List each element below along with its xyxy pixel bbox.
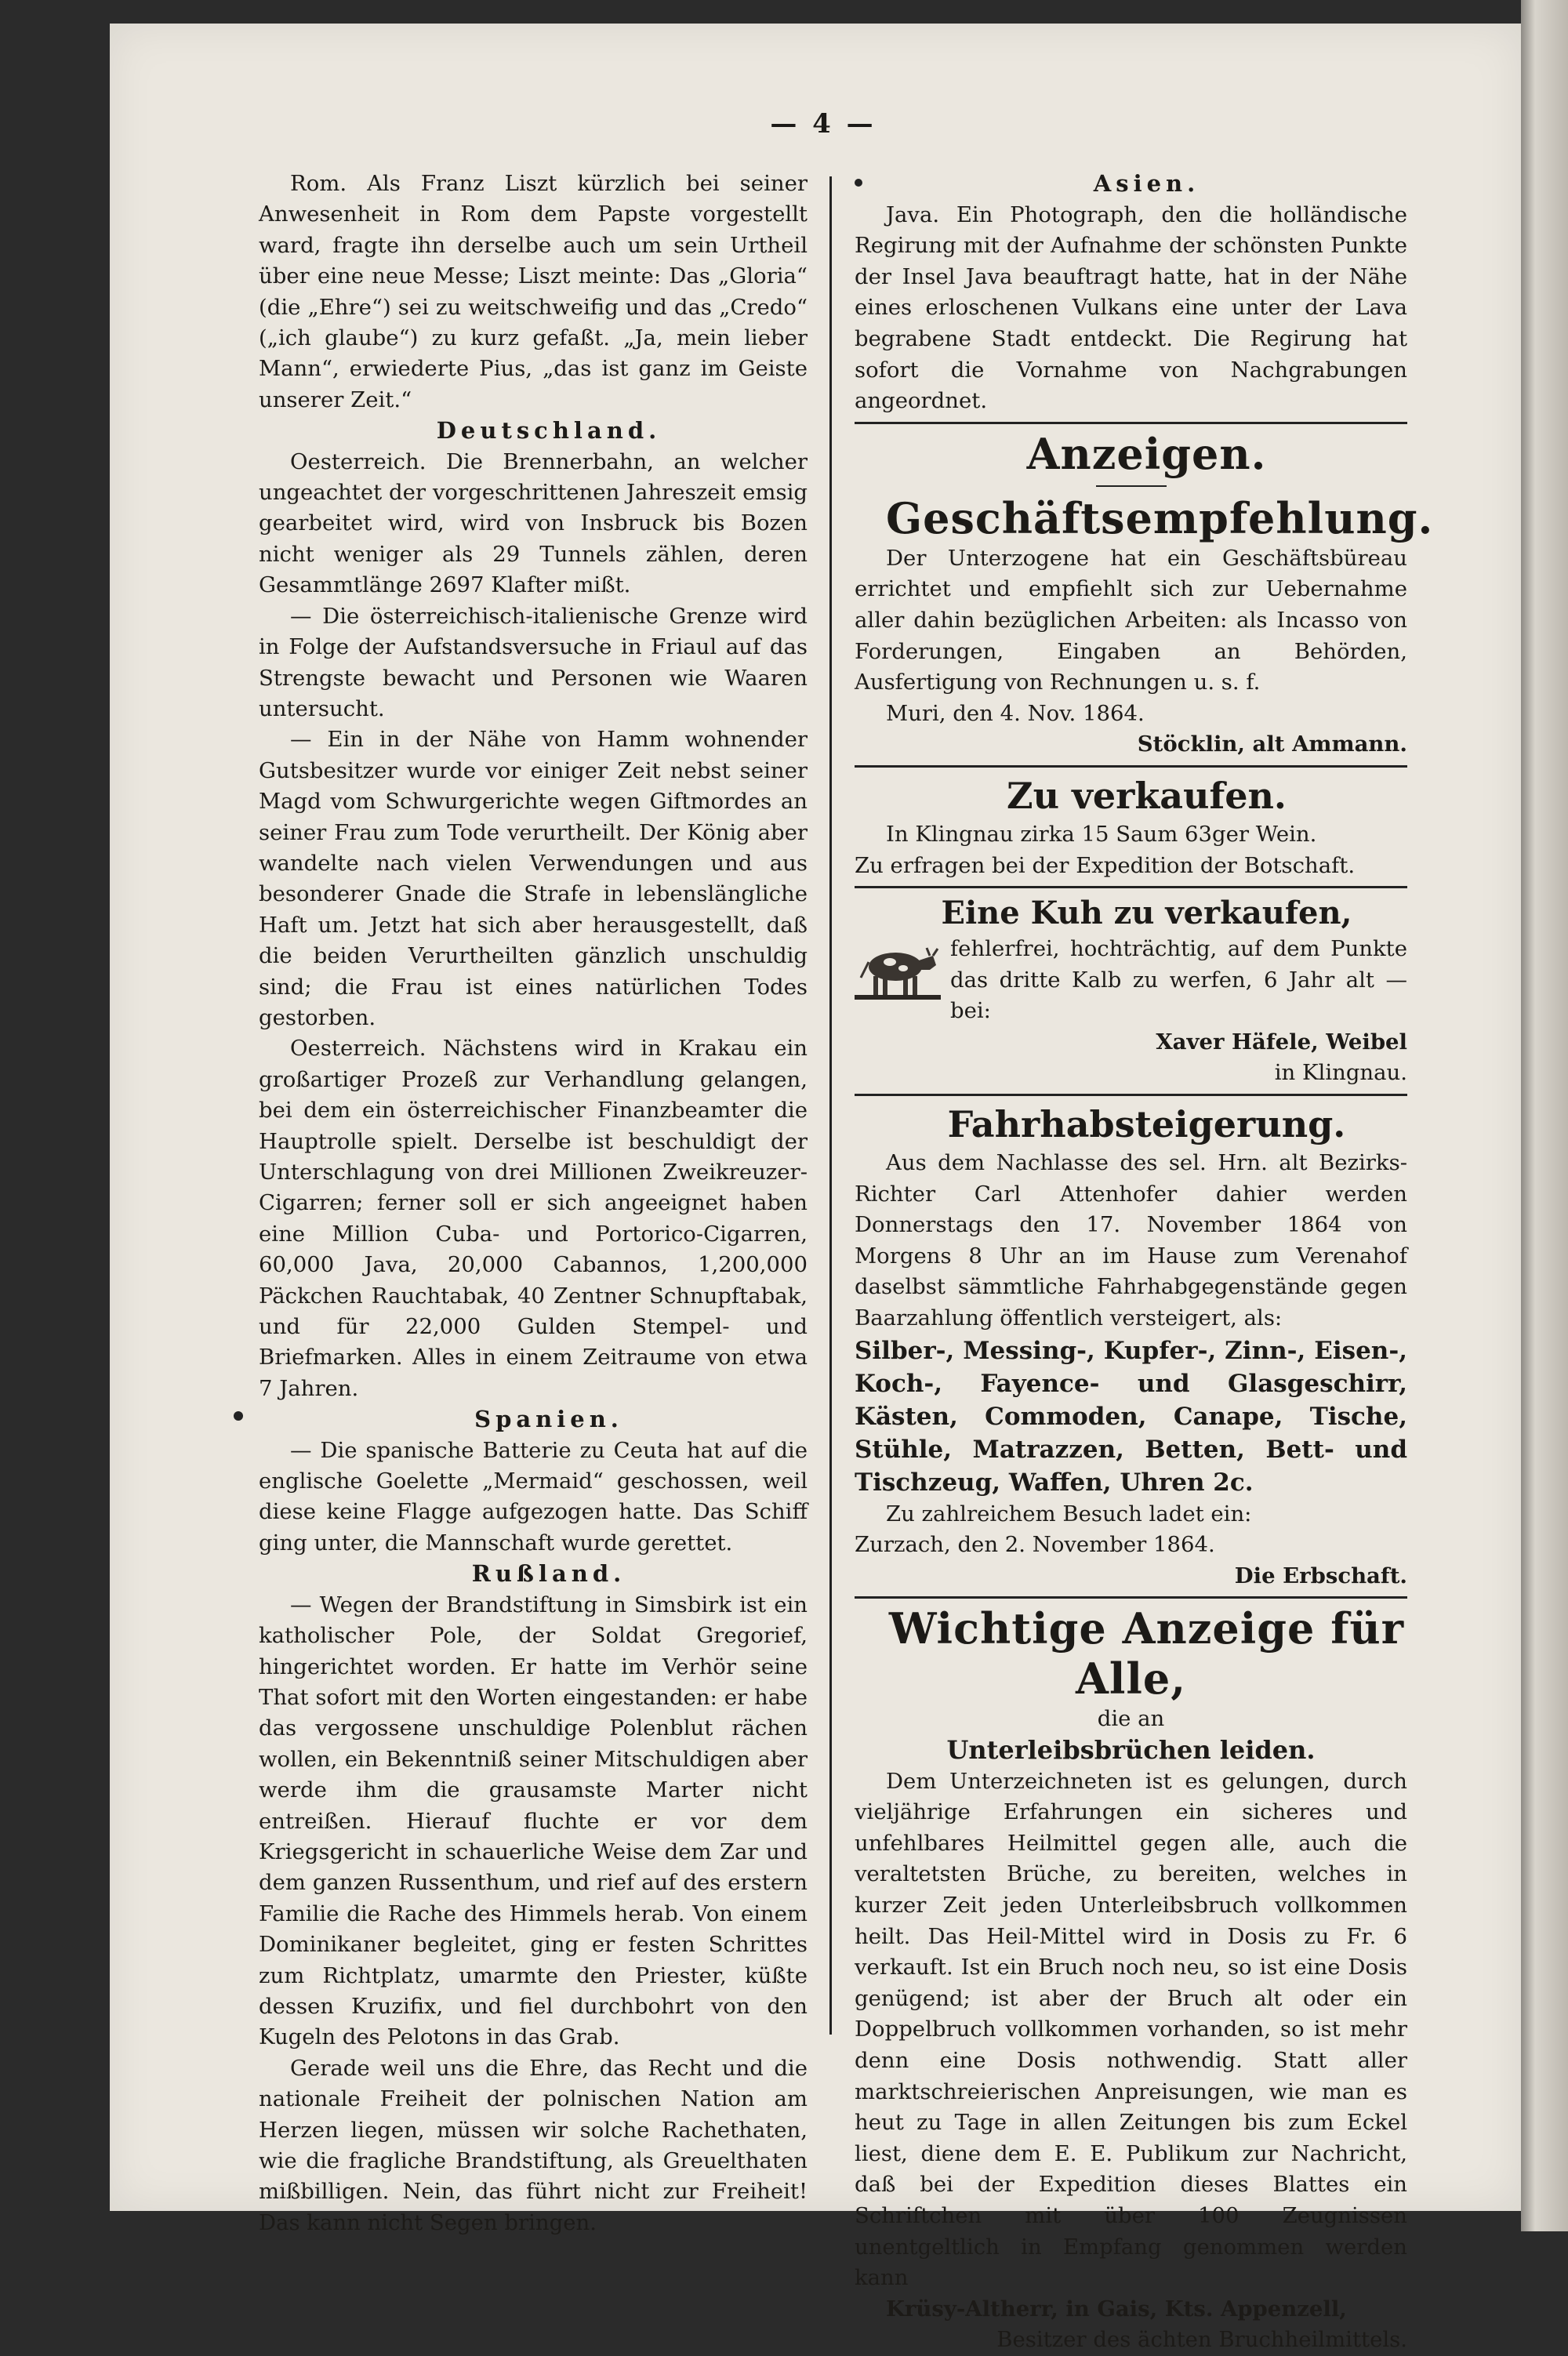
hamm-paragraph: — Ein in der Nähe von Hamm wohnender Gutsbesitzer wurde vor einiger Zeit nebst seiner Magd vom Schwurgerichte wegen Giftmordes an seiner Frau zum Tode verurtheilt. Der König aber wandelte nach vielen Verwendungen und aus besonderer Gnade die Strafe in lebenslängliche Haft um. Jetzt hat sich aber herausgestellt, daß die beiden Verurtheilten gänzlich unschuldig sind; die Frau ist eines natürlichen Todes gestorben. [259,727,808,1030]
page-edge-shadow [1521,0,1568,2231]
ad-fahrhabsteigerung-invite: Zu zahlreichem Besuch ladet ein: [886,1501,1252,1526]
ad-fahrhabsteigerung-date: Zurzach, den 2. November 1864. [855,1532,1215,1558]
page-number: — 4 — [770,108,877,140]
ad-fahrhabsteigerung-goods: Silber-, Messing-, Kupfer-, Zinn-, Eisen-, Koch-, Fayence- und Glasgeschirr, Kästen, Commoden, Canape, Tische, Stühle, Matrazzen, Betten, Bett- und Tischzeug, Waffen, Uhren 2c. [855,1336,1407,1497]
column-divider [829,176,832,2035]
ad-verkaufen-heading: Zu verkaufen. [1007,774,1287,817]
russland-paragraph-2: Gerade weil uns die Ehre, das Recht und die nationale Freiheit der polnischen Nation am Herzen liegen, müssen wir solche Rachethaten, wie die fragliche Brandstiftung, als Greuelthaten mißbilligen. Nein, das führt nicht zur Freiheit! Das kann nicht Segen bringen. [259,2055,808,2235]
ad-kuh-heading: Eine Kuh zu verkaufen, [941,895,1352,932]
right-column [855,169,1434,2356]
oesterreich-paragraph-1: Oesterreich. Die Brennerbahn, an welcher ungeachtet der vorgeschrittenen Jahreszeit emsig gearbeitet wird, wird von Insbruck bis Bozen nicht weniger als 29 Tunnels zählen, deren Gesammtlänge 2697 Klafter mißt. [259,448,808,598]
heading-russland: Rußland. [471,1560,626,1588]
ad-geschaeftsempfehlung-signature: Stöcklin, alt Ammann. [1137,731,1407,757]
grenze-paragraph: — Die österreichisch-italienische Grenze wird in Folge der Aufstandsversuche in Friaul auf das Strengste bewacht und Personen wie Waaren untersucht. [259,603,808,721]
spanien-paragraph: — Die spanische Batterie zu Ceuta hat auf die englische Goelette „Mermaid“ geschossen, weil diese keine Flagge aufgezogen hatte. Das Schiff ging unter, die Mannschaft wurde gerettet. [259,1437,808,1556]
ad-kuh-row [855,934,1407,1027]
heading-asien: Asien. [1093,170,1200,197]
ad-verkaufen-line2: Zu erfragen bei der Expedition der Botschaft. [855,852,1356,878]
ad-wichtig-body: Dem Unterzeichneten ist es gelungen, durch vieljährige Erfahrungen ein sicheres und unfehlbares Heilmittel gegen alle, auch die veraltetsten Brüche, zu bereiten, welches in kurzer Zeit jeden Unterleibsbruch vollkommen heilt. Das Heil-Mittel wird in Dosis zu Fr. 6 verkauft. Ist ein Bruch noch neu, so ist eine Dosis genügend; ist aber der Bruch alt oder ein Doppelbruch vollkommen vorhanden, so ist mehr denn eine Dosis nothwendig. Statt aller marktschreierischen Anpreisungen, wie man es heut zu Tage in allen Zeitungen bis zum Eckel liest, diene dem E. E. Publikum zur Nachricht, daß bei der Expedition dieses Blattes ein Schriftchen mit über 100 Zeugnissen unentgeltlich in Empfang genommen werden kann [855,1768,1407,2291]
oesterreich-paragraph-2: Oesterreich. Nächstens wird in Krakau ein großartiger Prozeß zur Verhandlung gelangen, bei dem ein österreichischer Finanzbeamter die Hauptrolle spielt. Derselbe ist beschuldigt der Unterschlagung von drei Millionen Zweikreuzer-Cigarren; ferner soll er sich angeeignet haben eine Million Cuba- und Portorico-Cigarren, 60,000 Java, 20,000 Cabannos, 1,200,000 Päckchen Rauchtabak, 40 Zentner Schnupftabak, und für 22,000 Gulden Stempel- und Briefmarken. Alles in einem Zeitraume von etwa 7 Jahren. [259,1036,808,1401]
ad-wichtig-sub1: die an [1097,1706,1165,1732]
ad-fahrhabsteigerung-body: Aus dem Nachlasse des sel. Hrn. alt Bezirks-Richter Carl Attenhofer dahier werden Donnerstags den 17. November 1864 von Morgens 8 Uhr an im Hause zum Verenahof daselbst sämmtliche Fahrhabgegenstände gegen Baarzahlung öffentlich versteigert, als: [855,1150,1407,1331]
ad-wichtig-signature-1: Krüsy-Altherr, in Gais, Kts. Appenzell, [886,2296,1347,2322]
ad-wichtig-signature-2: Besitzer des ächten Bruchheilmittels. [996,2327,1407,2353]
separator [855,422,1407,424]
ad-kuh-body: fehlerfrei, hochträchtig, auf dem Punkte das dritte Kalb zu werfen, 6 Jahr alt — bei: [950,936,1407,1024]
ad-geschaeftsempfehlung-heading: Geschäftsempfehlung. [886,492,1434,543]
cow-icon [855,938,941,1001]
rom-paragraph: Rom. Als Franz Liszt kürzlich bei seiner Anwesenheit in Rom dem Papste vorgestellt ward, fragte ihn derselbe auch um sein Urtheil über eine neue Messe; Liszt meinte: Das „Gloria“ (die „Ehre“) sei zu weitschweifig und das „Credo“ („ich glaube“) zu kurz gefaßt. „Ja, mein lieber Mann“, erwiederte Pius, „das ist ganz im Geiste unserer Zeit.“ [259,171,808,412]
ad-geschaeftsempfehlung-date: Muri, den 4. Nov. 1864. [886,700,1145,726]
ad-kuh-signature-1: Xaver Häfele, Weibel [1156,1029,1407,1055]
ad-wichtig-sub2: Unterleibsbrüchen leiden. [946,1735,1316,1765]
separator [855,1596,1407,1599]
separator [855,1094,1407,1096]
russland-paragraph-1: — Wegen der Brandstiftung in Simsbirk ist ein katholischer Pole, der Soldat Gregorief, hingerichtet worden. Er hatte im Verhör seine That sofort mit den Worten eingestanden: er habe das vergossene unschuldige Polenblut rächen wollen, ein Bekenntniß seiner Mitschuldigen aber werde ihm die grausamste Marter nicht entreißen. Hierauf fluchte er vor dem Kriegsgericht in schauerliche Weise dem Zar und dem ganzen Russenthum, und rief auf des erstern Familie die Rache des Himmels herab. Von einem Dominikaner begleitet, ging er festen Schrittes zum Richtplatz, umarmte den Priester, küßte dessen Kruzifix, und fiel durchbohrt von den Kugeln des Pelotons in das Grab. [259,1592,808,2050]
heading-spanien: Spanien. [474,1406,623,1433]
java-paragraph: Java. Ein Photograph, den die holländische Regirung mit der Aufnahme der schönsten Punkte der Insel Java beauftragt hatte, hat in der Nähe eines erloschenen Vulkans eine unter der Lava begrabene Stadt entdeckt. Die Regirung hat sofort die Vornahme von Nachgrabungen angeordnet. [855,201,1407,414]
ad-wichtig-heading: Wichtige Anzeige für Alle, [888,1603,1405,1704]
ad-geschaeftsempfehlung-body: Der Unterzogene hat ein Geschäftsbüreau errichtet und empfiehlt sich zur Uebernahme aller dahin bezüglichen Arbeiten: als Incasso von Forderungen, Eingaben an Behörden, Ausfertigung von Rechnungen u. s. f. [855,545,1407,695]
decorative-dot [234,1411,243,1421]
short-separator [1096,485,1167,487]
ad-fahrhabsteigerung-heading: Fahrhabsteigerung. [947,1103,1346,1146]
heading-anzeigen: Anzeigen. [1026,428,1267,479]
separator [855,765,1407,768]
separator [855,886,1407,888]
ad-kuh-signature-2: in Klingnau. [1274,1060,1407,1086]
left-column [259,169,808,2238]
ad-verkaufen-line1: In Klingnau zirka 15 Saum 63ger Wein. [886,821,1317,847]
heading-deutschland: Deutschland. [436,417,662,445]
ad-fahrhabsteigerung-signature: Die Erbschaft. [1234,1563,1407,1588]
